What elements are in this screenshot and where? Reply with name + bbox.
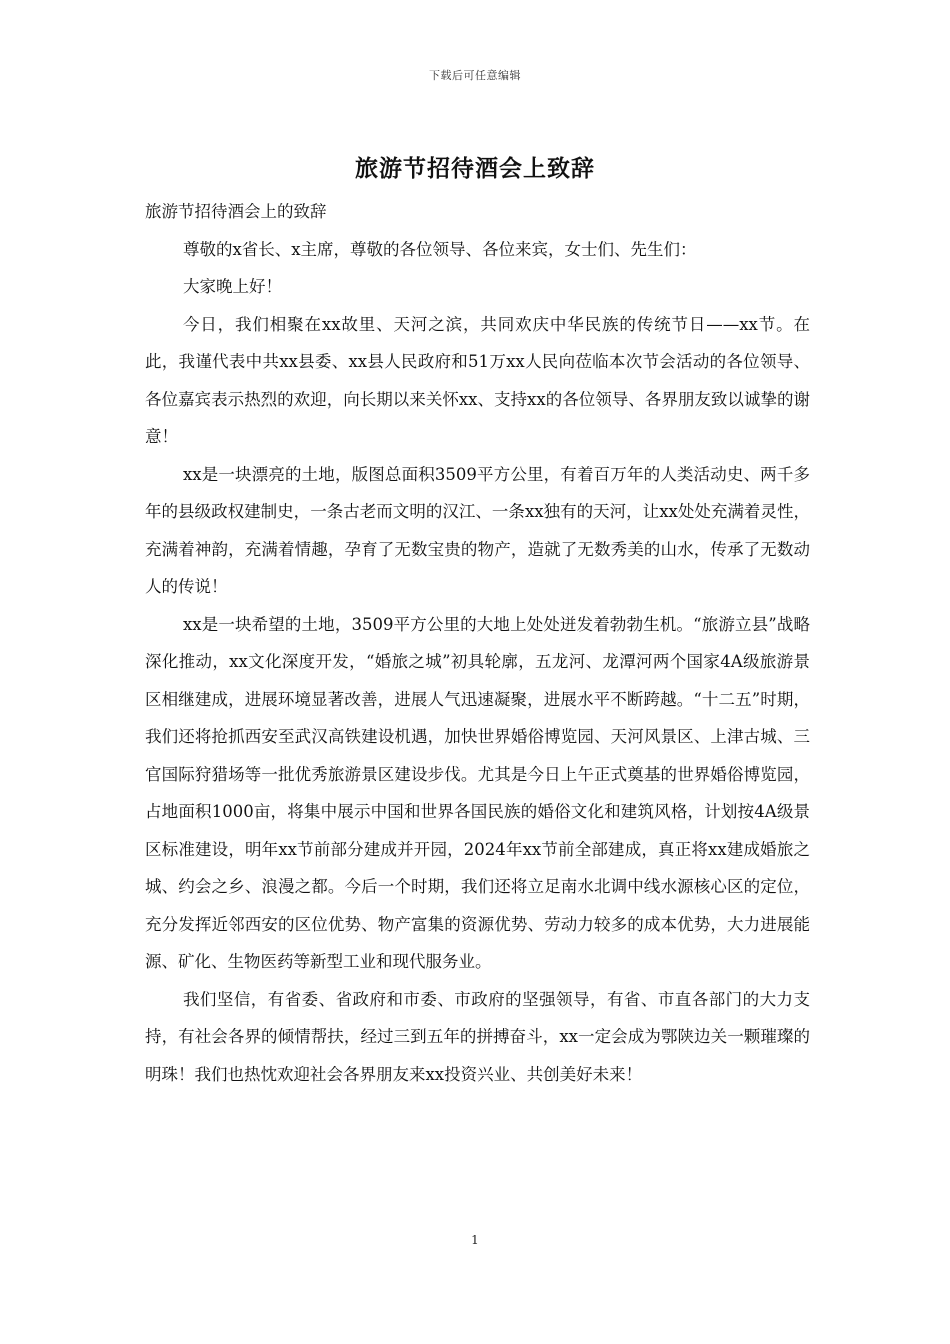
page-number: 1: [471, 1233, 479, 1247]
paragraph-closing: 我们坚信，有省委、省政府和市委、市政府的坚强领导，有省、市直各部门的大力支持，有社会各界的倾情帮扶，经过三到五年的拼搏奋斗，xx一定会成为鄂陕边关一颗璀璨的明珠！我们也热忱欢迎社会各界朋友来xx投资兴业、共创美好未来！: [145, 989, 810, 1084]
paragraph-hopeful-land: xx是一块希望的土地，3509平方公里的大地上处处迸发着勃勃生机。“旅游立县”战略深化推动，xx文化深度开发，“婚旅之城”初具轮廓，五龙河、龙潭河两个国家4A级旅游景区相继建成，进展环境显著改善，进展人气迅速凝聚，进展水平不断跨越。“十二五”时期，我们还将抢抓西安至武汉高铁建设机遇，加快世界婚俗博览园、天河风景区、上津古城、三官国际狩猎场等一批优秀旅游景区建设步伐。尤其是今日上午正式奠基的世界婚俗博览园，占地面积1000亩，将集中展示中国和世界各国民族的婚俗文化和建筑风格，计划按4A级景区标准建设，明年xx节前部分建成并开园，2024年xx节前全部建成，真正将xx建成婚旅之城、约会之乡、浪漫之都。今后一个时期，我们还将立足南水北调中线水源核心区的定位，充分发挥近邻西安的区位优势、物产富集的资源优势、劳动力较多的成本优势，大力进展能源、矿化、生物医药等新型工业和现代服务业。: [145, 614, 810, 971]
header-note: 下载后可任意编辑: [429, 69, 521, 82]
paragraph-greeting-address: 尊敬的x省长、x主席，尊敬的各位领导、各位来宾，女士们、先生们：: [182, 239, 697, 259]
paragraph-beautiful-land: xx是一块漂亮的土地，版图总面积3509平方公里，有着百万年的人类活动史、两千多年的县级政权建制史，一条古老而文明的汉江、一条xx独有的天河，让xx处处充满着灵性，充满着神韵，充满着情趣，孕育了无数宝贵的物产，造就了无数秀美的山水，传承了无数动人的传说！: [145, 464, 810, 596]
paragraph-welcome: 今日，我们相聚在xx故里、天河之滨，共同欢庆中华民族的传统节日——xx节。在此，我谨代表中共xx县委、xx县人民政府和51万xx人民向莅临本次节会活动的各位领导、各位嘉宾表示热烈的欢迎，向长期以来关怀xx、支持xx的各位领导、各界朋友致以诚挚的谢意！: [145, 314, 810, 446]
document-body: [145, 193, 810, 1093]
document-subtitle: 旅游节招待酒会上的致辞: [145, 202, 327, 221]
paragraph-greeting: 大家晚上好！: [182, 277, 282, 296]
document-title: 旅游节招待酒会上致辞: [355, 155, 595, 182]
